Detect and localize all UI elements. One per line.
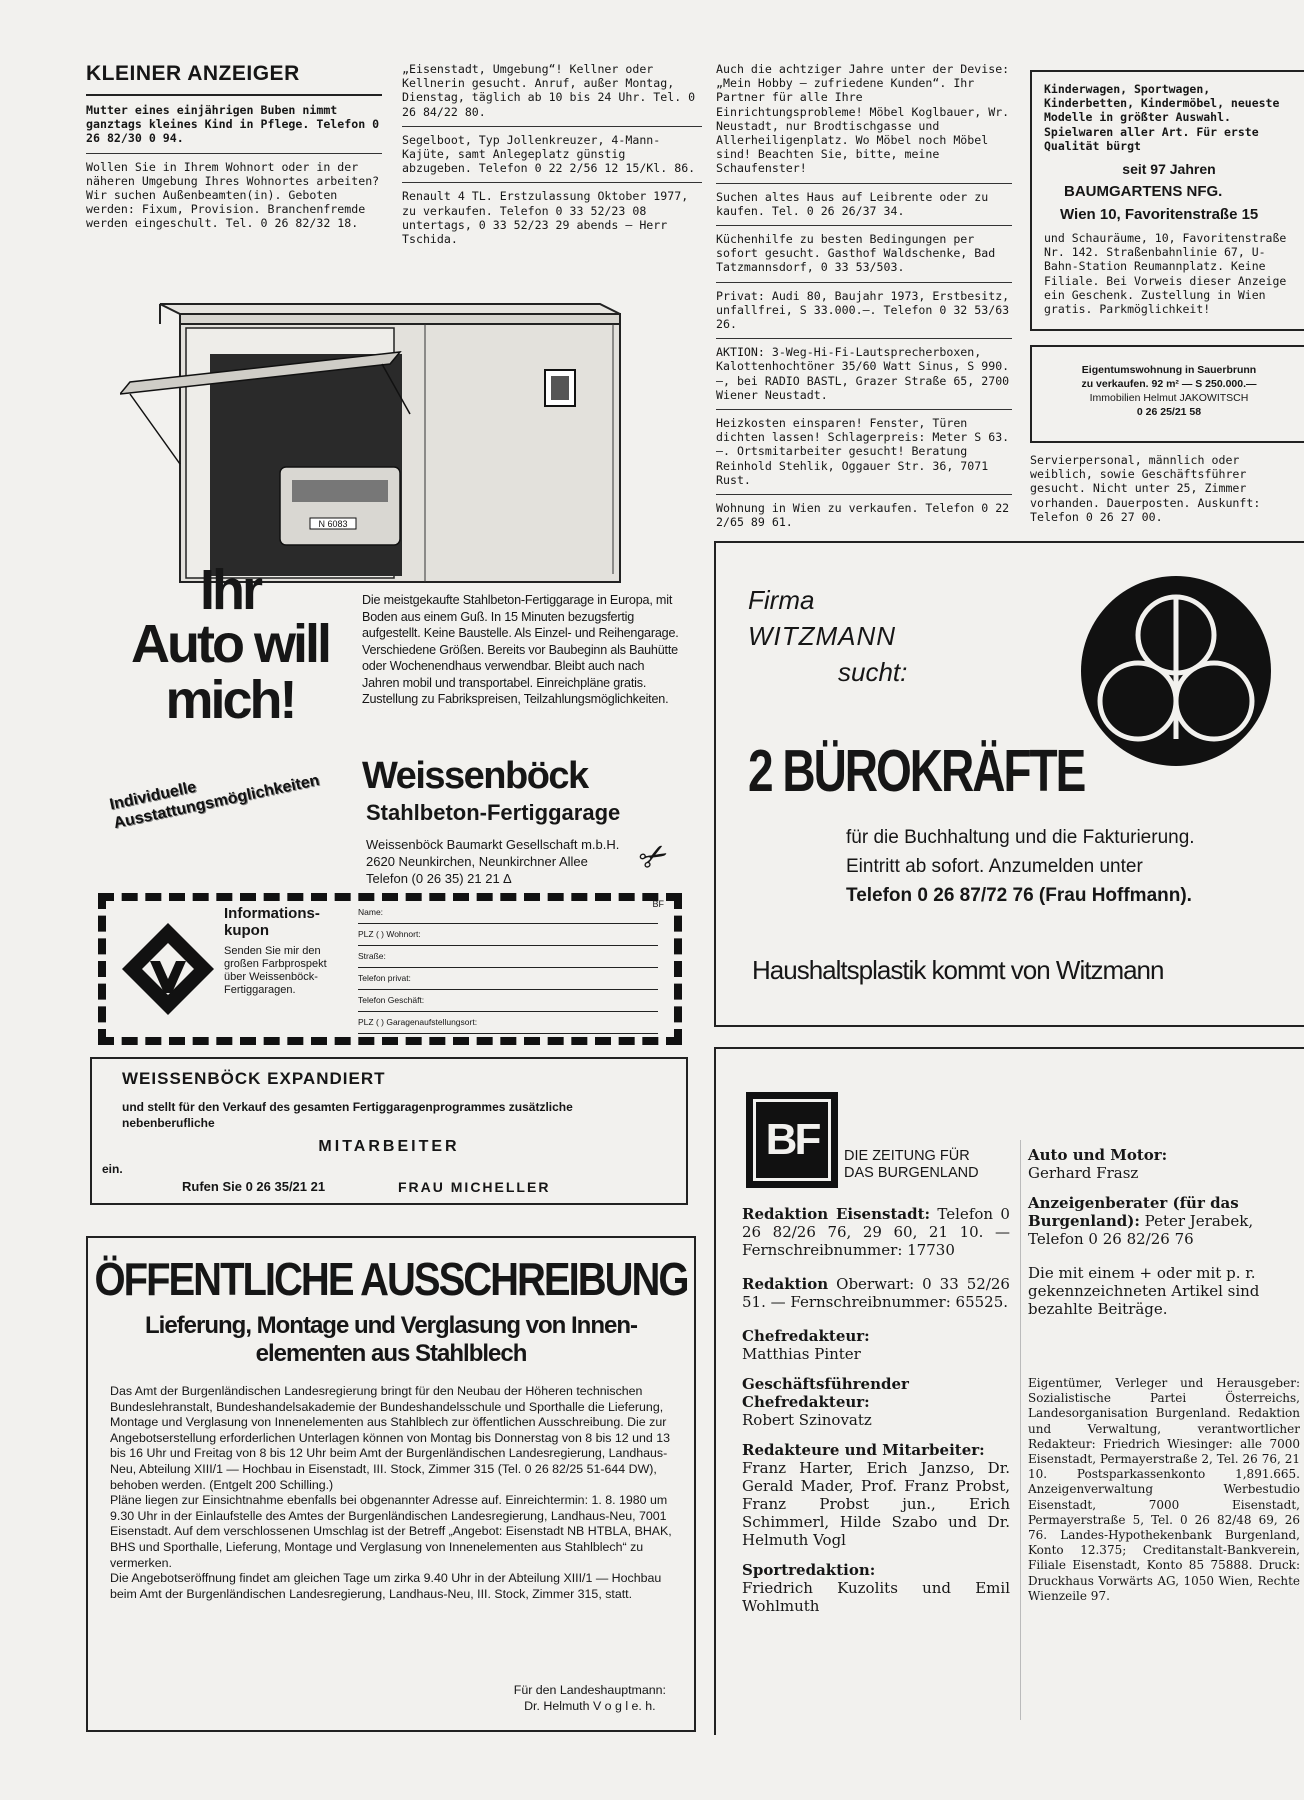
ad-line: Immobilien Helmut JAKOWITSCH	[1089, 392, 1249, 404]
impr-heading: Auto und Motor:	[1028, 1146, 1168, 1164]
badge-text: Individuelle Ausstattungsmöglichkeiten	[108, 771, 321, 833]
garage-illustration	[120, 284, 630, 586]
garage-slogan	[90, 558, 370, 730]
witzmann-headline: 2 BÜROKRÄFTE	[748, 736, 1085, 804]
witzmann-line: sucht:	[838, 657, 908, 687]
slogan-line: mich!	[165, 670, 295, 730]
impr-text: Franz Harter, Erich Janzso, Dr. Gerald Mader, Prof. Franz Probst, Franz Probst jun., Erich Schimmerl, Hilde Szabo und Dr. Helmuth Vogl	[742, 1459, 1010, 1549]
expand-ad	[90, 1057, 688, 1205]
weissenboeck-logo-icon	[120, 921, 216, 1017]
tender-paragraph: Das Amt der Burgenländischen Landesregierung bringt für den Neubau der Höheren technischen Bundeslehranstalt, Bundeshandelsakademie der Bundeshandelsschule und Sporthalle die Lieferung, Montage und Verglasung von Innenelementen aus Stahlblech zur öffentlichen Ausschreibung. Die zur Angebotserstellung erforderlichen Unterlagen können von Montag bis Donnerstag von 8 bis 12 und 13 bis 16 Uhr und Freitag von 8 bis 12 Uhr beim Amt der Burgenländischen Landesregierung, Landhaus-Neu, Abteilung XIII/1 — Hochbau in Eisenstadt, III. Stock, Zimmer 315 (Tel. 0 26 82/25 51-644 DW), behoben werden. (Entgelt 200 Schilling.)	[110, 1384, 671, 1492]
impr-text: Eigentümer, Verleger und Herausgeber: Sozialistische Partei Österreichs, Landesorganisation Burgenland. Redaktion und Verwaltung, verantwortlicher Redakteur: Friedrich Wiesinger: alle 7000 Eisenstadt, Permayerstraße 2, Tel. 26 76, 21 10. Postsparkassenkonto 1,891.665. Anzeigenverwaltung Werbestudio Eisenstadt, 7000 Eisenstadt, Permayerstraße 5, Tel. 0 26 82/48 69, 26 76. Landes-Hypothekenbank Burgenland, Konto 12.375; Creditanstalt-Bankverein, Filiale Eisenstadt, Konto 85 75888. Druck: Druckhaus Vorwärts AG, 1050 Wien, Rechte Wienzeile 97.	[1028, 1376, 1300, 1603]
phone-business-field[interactable]: Telefon Geschäft:	[358, 995, 658, 1012]
scissors-icon: ✂	[631, 832, 677, 882]
bf-logo-icon	[746, 1092, 838, 1188]
classified-ad: Renault 4 TL. Erstzulassung Oktober 1977, zu verkaufen. Telefon 0 33 52/23 08 untertags, 0 33 52/23 29 abends — Herr Tschida.	[402, 189, 689, 247]
description-text: Die meistgekaufte Stahlbeton-Fertiggarage in Europa, mit Boden aus einem Guß. In 15 Minuten bezugsfertig aufgestellt. Keine Baustelle. Als Einzel- und Reihengarage. Verschiedene Größen. Bereits vor Baubeginn als Bauhütte oder Wochenendhaus verwendbar. Bleibt auch nach Jahren mobil und transportabel. Einreichpläne gratis. Zustellung zu Fabrikspreisen, Teilzahlungsmöglichkeiten.	[362, 593, 679, 706]
impr-heading: Chefredakteur:	[742, 1327, 870, 1345]
ad-since: seit 97 Jahren	[1122, 161, 1216, 178]
column-b	[402, 62, 702, 246]
street-field[interactable]: Straße:	[358, 951, 658, 968]
impr-text: Telefon 0 26 82/26 76, 29 60, 21 10. — Fernschreibnummer: 17730	[742, 1205, 1010, 1259]
classified-ad: Suchen altes Haus auf Leibrente oder zu kaufen. Tel. 0 26 26/37 34.	[716, 189, 989, 218]
ad-address: Wien 10, Favoritenstraße 15	[1060, 206, 1259, 224]
paper-line: DAS BURGENLAND	[844, 1165, 979, 1181]
coupon-title: Informations-	[224, 905, 320, 922]
impr-heading: Sportredaktion:	[742, 1561, 876, 1579]
classified-ad: AKTION: 3-Weg-Hi-Fi-Lautsprecherboxen, Kalottenhochtöner 35/60 Watt Sinus, S 990.—, bei RADIO BASTL, Grazer Straße 65, 2700 Wiener Neustadt.	[716, 345, 1010, 402]
classified-ad: Segelboot, Typ Jollenkreuzer, 4-Mann-Kajüte, samt Anlegeplatz günstig abzugeben. Telefon 0 22 2/56 12 15/Kl. 86.	[402, 132, 696, 176]
tender-paragraph: Die Angebotseröffnung findet am gleichen Tage um zirka 9.40 Uhr in der Abteilung XIII/1 — Hochbau beim Amt der Burgenländischen Landesregierung, Landhaus-Neu, III. Stock, Zimmer 315, statt.	[110, 1571, 662, 1601]
features-badge	[108, 761, 321, 834]
garage-description	[362, 592, 682, 708]
impr-heading: Redakteure und Mitarbeiter:	[742, 1441, 985, 1459]
witzmann-line: WITZMANN	[748, 621, 897, 651]
plz-field[interactable]: PLZ ( ) Wohnort:	[358, 929, 658, 946]
witzmann-slogan: Haushaltsplastik kommt von Witzmann	[752, 955, 1164, 985]
column-a	[86, 62, 382, 231]
paper-name	[844, 1148, 979, 1182]
garage-contact	[366, 836, 626, 887]
impr-text: Robert Szinovatz	[742, 1411, 872, 1429]
name-field[interactable]: Name:	[358, 907, 658, 924]
impr-text: Friedrich Kuzolits und Emil Wohlmuth	[742, 1579, 1010, 1615]
impr-text: Gerhard Frasz	[1028, 1164, 1139, 1182]
impr-heading: Geschäftsführender Chefredakteur:	[742, 1375, 909, 1411]
classified-ad: Heizkosten einsparen! Fenster, Türen dichten lassen! Schlagerpreis: Meter S 63.—. Ortsmitarbeiter gesucht! Beratung Reinhold Stehlik, Oggauer Str. 36, 7071 Rust.	[716, 416, 1010, 487]
witzmann-text: für die Buchhaltung und die Fakturierung.	[846, 827, 1195, 848]
witzmann-text: Eintritt ab sofort. Anzumelden unter	[846, 856, 1143, 877]
classified-ad: Privat: Audi 80, Baujahr 1973, Erstbesitz, unfallfrei, S 33.000.—. Telefon 0 32 53/63 26.	[716, 288, 1010, 332]
classified-ad: Wollen Sie in Ihrem Wohnort oder in der näheren Umgebung Ihres Wohnortes arbeiten? Wir suchen Außenbeamten(in). Geboten werden: Fixum, Provision. Branchenfremde werden eingeschult. Tel. 0 26 82/32 18.	[86, 159, 380, 231]
slogan-line: Ihr	[199, 558, 260, 622]
tender-title: ÖFFENTLICHE AUSSCHREIBUNG	[94, 1254, 688, 1306]
impressum-right	[1028, 1146, 1300, 1330]
column-c	[716, 62, 1012, 529]
witzmann-line: Firma	[748, 585, 815, 615]
info-coupon[interactable]	[98, 893, 682, 1045]
impr-text: Matthias Pinter	[742, 1345, 861, 1363]
company-name: Weissenböck Baumarkt Gesellschaft m.b.H.	[366, 837, 620, 852]
classified-ad: Wohnung in Wien zu verkaufen. Telefon 0 22 2/65 89 61.	[716, 501, 1010, 530]
phone-private-field[interactable]: Telefon privat:	[358, 973, 658, 990]
column-d-ad	[1030, 453, 1304, 524]
ad-text: und Schauräume, 10, Favoritenstraße Nr. 142. Straßenbahnlinie 67, U-Bahn-Station Reumannplatz. Keine Filiale. Bei Vorweis dieser Anzeige ein Geschenk. Zustellung in Wien gratis. Parkmöglichkeit!	[1044, 231, 1287, 317]
garage-drawing	[120, 284, 630, 586]
classified-ad: Mutter eines einjährigen Buben nimmt ganztags kleines Kind in Pflege. Telefon 0 26 82/30 0 94.	[86, 103, 380, 146]
garage-brand: Weissenböck	[362, 755, 588, 797]
impressum-left	[742, 1205, 1010, 1627]
tender-paragraph: Pläne liegen zur Einsichtnahme ebenfalls bei obgenannter Adresse auf. Einreichtermin: 1. 8. 1980 um 9.30 Uhr in der Einlaufstelle des Amtes der Burgenländischen Landesregierung, Landhaus-Neu, 7001 Eisenstadt. Auf dem verschlossenen Umschlag ist der Betreff „Angebot: Eisenstadt NB HTBLA, BHAK, BHS und Sporthalle, Lieferung, Montage und Verglasung von Innenelementen aus Stahlblech“ zu vermerken.	[110, 1493, 672, 1570]
section-heading: KLEINER ANZEIGER	[86, 62, 300, 85]
witzmann-text: Telefon 0 26 87/72 76 (Frau Hoffmann).	[846, 885, 1192, 906]
classified-ad: „Eisenstadt, Umgebung“! Kellner oder Kellnerin gesucht. Anruf, außer Montag, Dienstag, täglich ab 10 bis 24 Uhr. Tel. 0 26 84/22 80.	[402, 62, 696, 119]
impr-text: Peter Jerabek, Telefon 0 26 82/26 76	[1028, 1212, 1254, 1248]
expand-mitarbeiter: MITARBEITER	[318, 1138, 460, 1155]
signature-line: Für den Landeshauptmann:	[513, 1683, 666, 1697]
column-rule	[1020, 1140, 1021, 1720]
company-address: 2620 Neunkirchen, Neunkirchner Allee	[366, 854, 588, 869]
impr-text: Oberwart: 0 33 52/26 51. — Fernschreibnummer: 65525.	[742, 1275, 1010, 1311]
slogan-line: Auto will	[131, 614, 329, 674]
expand-ein: ein.	[102, 1162, 123, 1176]
tender-subtitle: elementen aus Stahlblech	[255, 1340, 527, 1367]
impr-heading: Redaktion	[742, 1275, 829, 1293]
company-phone: Telefon (0 26 35) 21 21 ∆	[366, 871, 512, 886]
coupon-text: Senden Sie mir den großen Farbprospekt über Weissenböck-Fertiggaragen.	[224, 945, 327, 996]
impr-note: Die mit einem + oder mit p. r. gekennzeichneten Artikel sind bezahlte Beiträge.	[1028, 1264, 1260, 1318]
bf-mark: BF	[652, 899, 664, 909]
ad-text: Kinderwagen, Sportwagen, Kinderbetten, Kindermöbel, neueste Modelle in größter Auswahl. Spielwaren aller Art. Für erste Qualität bürgt	[1044, 82, 1280, 153]
impr-heading: Redaktion Eisenstadt:	[742, 1205, 931, 1223]
expand-call: Rufen Sie 0 26 35/21 21	[182, 1179, 326, 1194]
ad-line: Eigentumswohnung in Sauerbrunn	[1081, 364, 1257, 376]
impressum-owner	[1028, 1376, 1300, 1604]
classified-ad: Servierpersonal, männlich oder weiblich, sowie Geschäftsführer gesucht. Nicht unter 25, Zimmer vorhanden. Dauerposten. Auskunft: Telefon 0 26 27 00.	[1030, 453, 1261, 524]
license-plate: N 6083	[318, 519, 348, 529]
witzmann-ad	[714, 541, 1304, 1027]
ad-line: 0 26 25/21 58	[1136, 406, 1202, 418]
signature-line: Dr. Helmuth V o g l e. h.	[524, 1699, 656, 1713]
coupon-form[interactable]	[358, 907, 658, 1037]
classified-ad: Küchenhilfe zu besten Bedingungen per sofort gesucht. Gasthof Waldschenke, Bad Tatzmannsdorf, 0 33 53/503.	[716, 232, 996, 275]
garage-subtitle: Stahlbeton-Fertiggarage	[366, 800, 621, 825]
tender-subtitle: Lieferung, Montage und Verglasung von Innen-	[144, 1312, 637, 1339]
expand-contact: FRAU MICHELLER	[398, 1179, 551, 1195]
expand-text: und stellt für den Verkauf des gesamten Fertiggaragenprogrammes zusätzliche nebenberufliche	[122, 1100, 573, 1130]
apartment-ad	[1030, 345, 1304, 443]
coupon-title: kupon	[224, 922, 269, 939]
witzmann-logo-icon	[1078, 573, 1274, 769]
baumgarten-ad	[1030, 70, 1304, 331]
tender-ad	[86, 1236, 696, 1732]
garage-location-field[interactable]: PLZ ( ) Garagenaufstellungsort:	[358, 1017, 658, 1034]
expand-title: WEISSENBÖCK EXPANDIERT	[122, 1069, 386, 1088]
impr-heading: Anzeigenberater (für das Burgenland):	[1028, 1194, 1239, 1230]
ad-line: zu verkaufen. 92 m² — S 250.000.—	[1081, 378, 1257, 390]
ad-firm: BAUMGARTENS NFG.	[1064, 183, 1223, 201]
bf-logo-text: BF	[765, 1115, 819, 1164]
paper-line: DIE ZEITUNG FÜR	[844, 1148, 970, 1164]
tender-signature	[514, 1682, 666, 1714]
classified-ad: Auch die achtziger Jahre unter der Devise: „Mein Hobby — zufriedene Kunden“. Ihr Partner für alle Ihre Einrichtungsprobleme! Möbel Koglbauer, Wr. Neustadt, nur Brodtischgasse und Allerheiligenplatz. Wo Möbel noch Möbel sind! Beachten Sie, bitte, meine Schaufenster!	[716, 62, 1010, 176]
